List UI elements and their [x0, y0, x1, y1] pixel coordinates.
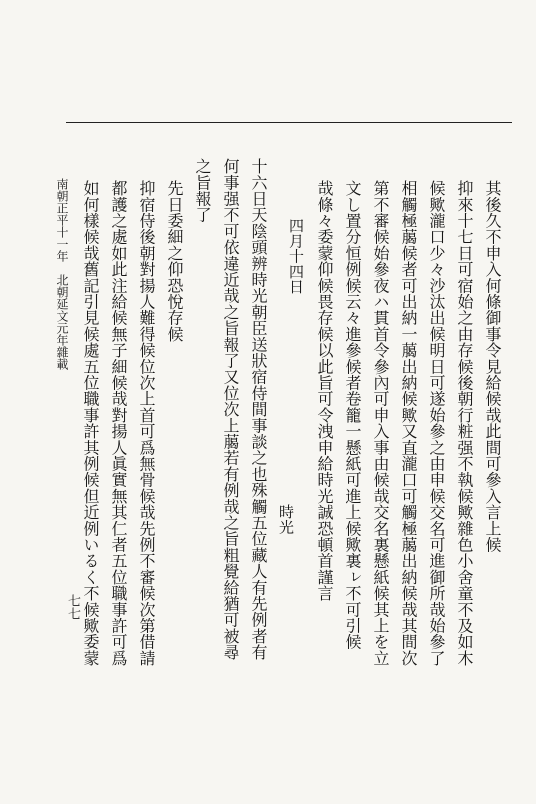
text-column-1: 其後久不申入何條御事令見給候哉此間可參入言上候 [483, 180, 502, 553]
text-column-4: 相觸極﨟候者可出納一﨟出納候歟又直瀧口可觸極﨟出納候哉其間次 [399, 180, 418, 666]
text-column-12: 抑宿侍後朝對揚人難得候位次上首可爲無骨候哉先例不審候次第借請 [137, 180, 156, 666]
text-column-13: 都護之處如此注給候無子細候哉對揚人眞實無其仁者五位職事許可爲 [109, 180, 128, 666]
running-head: 南朝正平十一年 北朝延文元年雜載 [55, 178, 69, 370]
letter-date: 四月十四日 [287, 218, 305, 294]
text-column-14: 如何樣候哉舊記引見候處五位職事許其例候但近例いるく不候歟委蒙 [81, 180, 100, 666]
header-rule [66, 122, 512, 123]
text-column-3: 候歟瀧口少々沙汰出候明日可遂始參之由申候交名可進御所哉始參了 [427, 180, 446, 666]
text-column-9: 何事强不可依違近哉之旨報了又位次上﨟若有例哉之旨粗覺給猶可被尋 [221, 158, 240, 661]
page-number: 七七 [65, 594, 80, 621]
text-column-10: 之旨報了 [193, 158, 212, 223]
text-column-7: 哉條々委蒙仰候畏存候以此旨可令洩申給時光誠恐頓首謹言 [315, 180, 334, 602]
text-column-5: 第不審候始參夜ハ貫首令參內可申入事由候哉交名裏懸紙候其上を立 [371, 180, 390, 666]
text-column-2: 抑來十七日可宿始之由存候後朝行粧强不執候歟雜色小舍童不及如木 [455, 180, 474, 666]
letter-signature: 時光 [277, 504, 295, 535]
text-column-11: 先日委細之仰恐悅存候 [165, 180, 184, 342]
text-column-8: 十六日天陰頭辨時光朝臣送狀宿侍間事談之也殊觸五位藏人有先例者有 [249, 158, 268, 661]
text-column-6: 文し置分恒例候云々進參候者卷籠一懸紙可進上候歟裏ㇾ不可引候 [343, 180, 362, 650]
